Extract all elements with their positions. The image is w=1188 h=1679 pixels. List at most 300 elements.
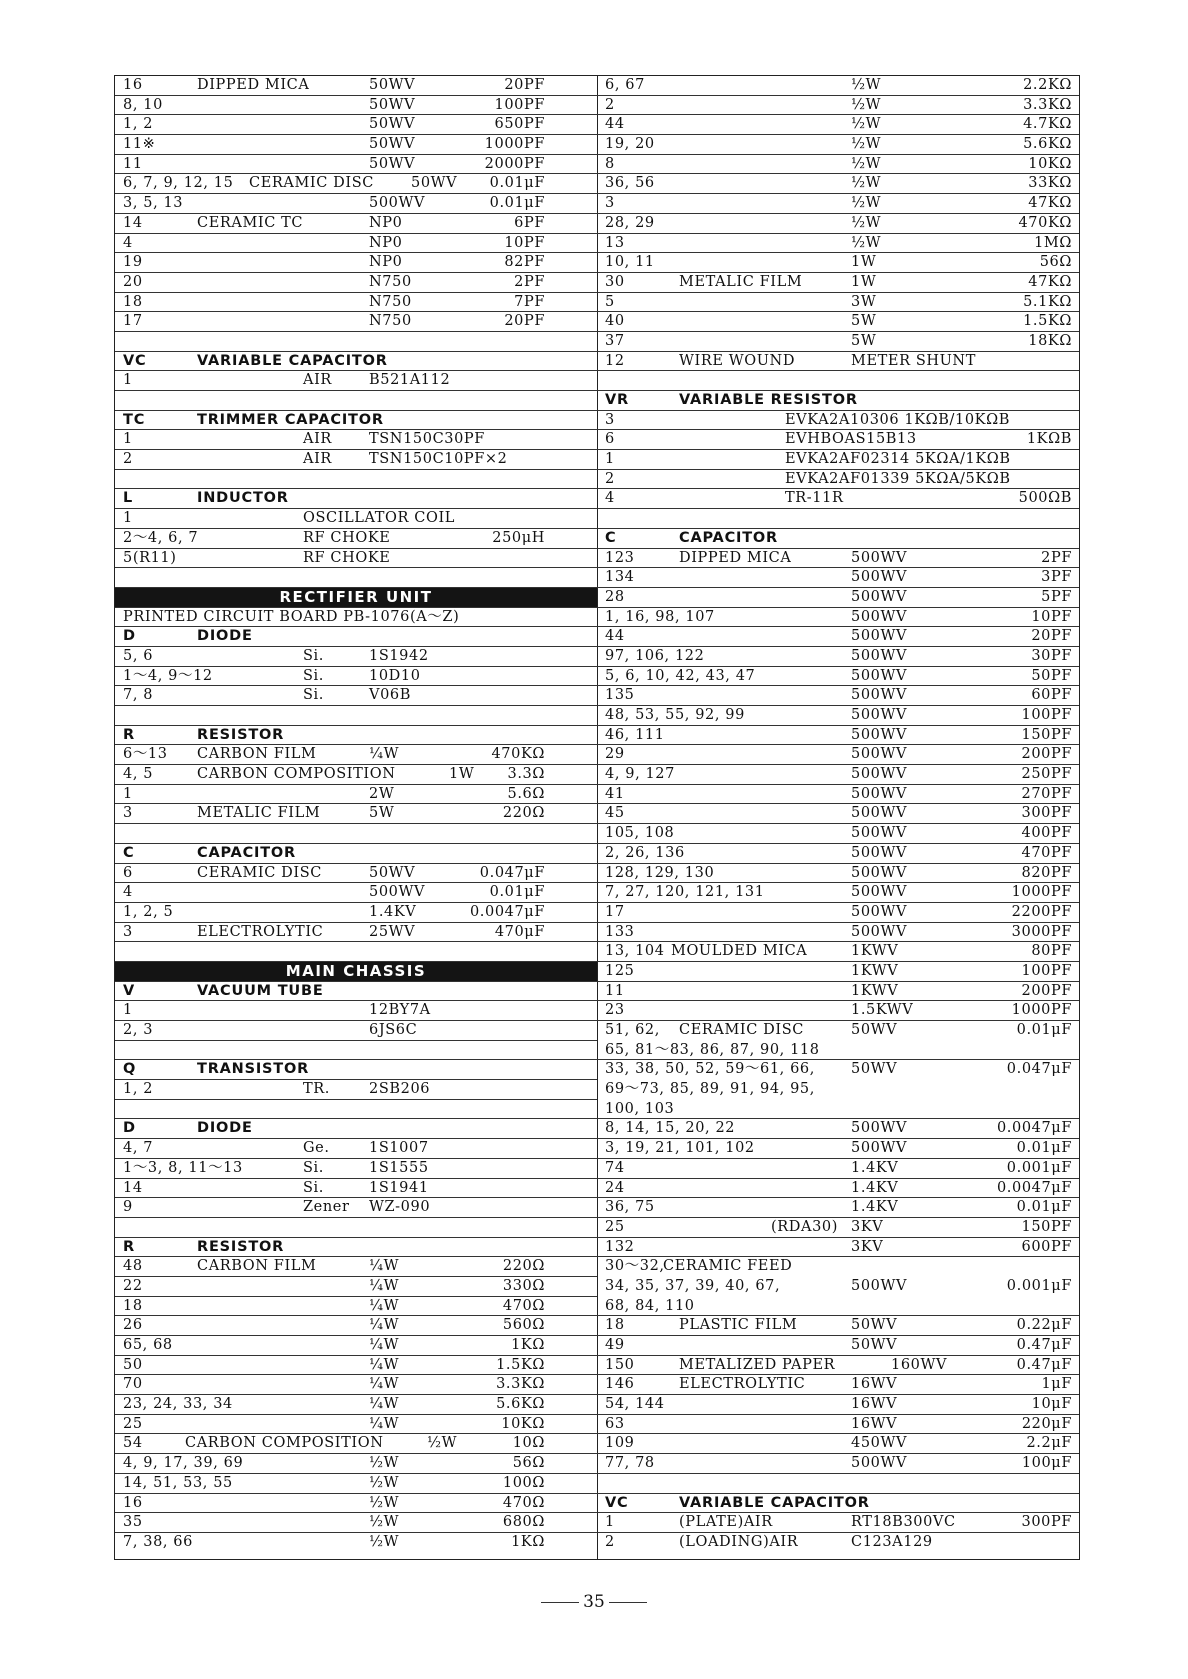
part-type: CARBON FILM	[197, 1258, 317, 1275]
part-rating: NP0	[369, 214, 403, 231]
part-rating: ½W	[851, 214, 882, 231]
part-rating: 3KV	[851, 1238, 884, 1255]
part-row	[115, 1533, 597, 1553]
part-row	[597, 1415, 1079, 1435]
part-value: 3000PF	[1011, 923, 1072, 940]
part-ref: 4	[123, 234, 133, 251]
part-rating: 500WV	[851, 884, 908, 901]
part-value: 0.01μF	[1016, 1022, 1072, 1038]
part-value: 47KΩ	[1028, 195, 1072, 212]
part-ref: 5	[605, 293, 615, 310]
part-ref: 1	[123, 372, 133, 389]
category-header-vacuum-tube	[115, 982, 597, 1002]
part-value: 10KΩ	[501, 1415, 545, 1432]
part-value: 270PF	[1021, 785, 1072, 802]
part-rating: 450WV	[851, 1435, 908, 1452]
part-ref: 1	[123, 431, 133, 448]
part-row	[115, 1454, 597, 1474]
part-ref: 34, 35, 37, 39, 40, 67,	[605, 1277, 781, 1294]
part-rating: 500WV	[851, 647, 908, 664]
parts-list-table	[114, 75, 1080, 1560]
part-row	[115, 1021, 597, 1041]
part-value: 200PF	[1021, 982, 1072, 999]
empty-row	[115, 332, 597, 352]
part-ref: 35	[123, 1514, 143, 1531]
part-value: 1.5KΩ	[1023, 313, 1072, 330]
part-row	[115, 1001, 597, 1021]
part-value: 150PF	[1021, 726, 1072, 743]
part-row	[597, 1139, 1079, 1159]
part-ref: 2～4, 6, 7	[123, 529, 199, 546]
part-detail: EVKA2AF01339 5KΩA/5KΩB	[785, 470, 1011, 487]
part-rating: 1.4KV	[851, 1199, 899, 1216]
part-detail: Zener	[303, 1199, 350, 1216]
part-rating: ¼W	[369, 1396, 400, 1413]
part-type: CERAMIC DISC	[197, 864, 322, 881]
part-rating: ¼W	[369, 1356, 400, 1373]
part-rating: 500WV	[851, 903, 908, 920]
part-value: 0.01μF	[1016, 1199, 1072, 1216]
part-type: (LOADING)AIR	[679, 1533, 799, 1550]
part-row	[597, 76, 1079, 96]
part-rating: 16WV	[851, 1396, 898, 1413]
part-rating: 500WV	[851, 588, 908, 605]
part-rating: 500WV	[851, 844, 908, 861]
part-row	[115, 96, 597, 116]
part-row	[597, 1375, 1079, 1395]
part-ref: 4	[123, 884, 133, 901]
part-value: 0.47μF	[1016, 1337, 1072, 1353]
part-ref: 2	[123, 451, 133, 468]
part-ref: 14	[123, 214, 143, 231]
part-ref: 69～73, 85, 89, 91, 94, 95,	[605, 1081, 815, 1098]
part-rating: ½W	[851, 175, 882, 192]
part-ref: 23, 24, 33, 34	[123, 1396, 233, 1413]
part-value: 400PF	[1021, 825, 1072, 842]
part-ref: 2	[605, 1533, 615, 1550]
part-row	[597, 1533, 1079, 1553]
part-value: 20PF	[1031, 628, 1072, 645]
part-type: ELECTROLYTIC	[197, 923, 324, 940]
part-type: DIPPED MICA	[679, 549, 792, 566]
part-row	[597, 942, 1079, 962]
part-value: 0.0047μF	[469, 903, 545, 920]
part-rating: 1KWV	[851, 982, 899, 999]
part-row	[597, 253, 1079, 273]
part-row	[115, 1513, 597, 1533]
part-rating: 500WV	[851, 687, 908, 704]
part-value: 220Ω	[502, 805, 545, 822]
part-row	[597, 174, 1079, 194]
part-ref: 33, 38, 50, 52, 59～61, 66,	[605, 1061, 815, 1078]
part-value: 0.001μF	[1006, 1277, 1072, 1294]
part-rating: 6JS6C	[369, 1022, 418, 1038]
part-ref: 11※	[123, 136, 156, 153]
part-value: 5PF	[1041, 588, 1072, 605]
part-ref: 4, 5	[123, 766, 154, 783]
part-rating: 500WV	[851, 1455, 908, 1472]
empty-row	[597, 509, 1079, 529]
part-row	[115, 174, 597, 194]
category-code: R	[123, 1238, 135, 1255]
part-value: 82PF	[504, 254, 545, 271]
category-header-diode	[115, 1119, 597, 1139]
part-ref: 26	[123, 1317, 143, 1334]
part-rating: 500WV	[851, 805, 908, 822]
part-ref: 5, 6	[123, 647, 154, 664]
part-ref: 6	[123, 864, 133, 881]
part-row	[597, 804, 1079, 824]
category-title: TRIMMER CAPACITOR	[197, 411, 384, 428]
category-code: TC	[123, 411, 146, 428]
part-ref: 11	[605, 982, 625, 999]
part-row	[115, 883, 597, 903]
right-column	[597, 76, 1079, 1559]
part-row	[597, 1218, 1079, 1238]
part-row	[597, 588, 1079, 608]
part-row	[115, 1474, 597, 1494]
part-rating: ½W	[851, 155, 882, 172]
page-number-text: 35	[583, 1592, 605, 1612]
category-header-resistor	[115, 1238, 597, 1258]
part-value: 600PF	[1021, 1238, 1072, 1255]
part-rating: 50WV	[369, 864, 416, 881]
part-value: 3.3KΩ	[496, 1376, 545, 1393]
part-rating: 25WV	[369, 923, 416, 940]
part-rating: 500WV	[851, 667, 908, 684]
part-ref: 1	[123, 1002, 133, 1019]
part-row	[115, 1179, 597, 1199]
part-ref: 6, 7, 9, 12, 15	[123, 175, 234, 192]
part-type: METALIZED PAPER	[679, 1356, 836, 1373]
part-row	[115, 903, 597, 923]
empty-row	[115, 1218, 597, 1238]
part-row	[115, 765, 597, 785]
part-value: 150PF	[1021, 1218, 1072, 1235]
category-title: VACUUM TUBE	[197, 982, 324, 999]
part-row	[597, 214, 1079, 234]
part-ref: 2, 26, 136	[605, 844, 685, 861]
category-code: L	[123, 490, 134, 507]
empty-row	[115, 1041, 597, 1061]
part-ref: 44	[605, 628, 625, 645]
part-ref: 54, 144	[605, 1396, 665, 1413]
part-row	[597, 115, 1079, 135]
part-ref: 3	[123, 923, 133, 940]
part-rating: 1.4KV	[369, 903, 417, 920]
part-detail: TR-11R	[785, 490, 844, 507]
part-type: ELECTROLYTIC	[679, 1376, 806, 1393]
part-value: 1KΩ	[511, 1337, 545, 1353]
section-banner-title: RECTIFIER UNIT	[279, 587, 433, 606]
part-value: 0.01μF	[489, 195, 545, 212]
part-row	[597, 293, 1079, 313]
category-header-variable-resistor	[597, 391, 1079, 411]
part-ref: 46, 111	[605, 726, 665, 743]
part-row	[115, 1139, 597, 1159]
part-ref: 23	[605, 1002, 625, 1019]
part-row	[115, 312, 597, 332]
part-rating: 50WV	[851, 1337, 898, 1353]
part-rating: 500WV	[851, 785, 908, 802]
part-ref: 68, 84, 110	[605, 1297, 695, 1314]
part-rating: B521A112	[369, 372, 451, 389]
part-row	[115, 509, 597, 529]
part-rating: 3W	[851, 293, 877, 310]
part-ref: 25	[123, 1415, 143, 1432]
part-ref: 3, 5, 13	[123, 195, 184, 212]
part-ref: 1	[123, 785, 133, 802]
category-header-capacitor	[115, 844, 597, 864]
category-code: D	[123, 1120, 136, 1137]
part-row	[115, 1415, 597, 1435]
part-rating: ¼W	[369, 1297, 400, 1314]
part-value: 100PF	[494, 96, 545, 113]
part-row	[597, 549, 1079, 569]
part-row	[597, 1356, 1079, 1376]
part-rating: 1S1007	[369, 1140, 429, 1157]
part-rating: ¼W	[369, 1277, 400, 1294]
part-rating: ½W	[369, 1455, 400, 1472]
part-row	[597, 903, 1079, 923]
part-ref: 22	[123, 1277, 143, 1294]
part-ref: 109	[605, 1435, 635, 1452]
part-ref: 74	[605, 1159, 625, 1176]
part-row	[597, 883, 1079, 903]
part-rating: 5W	[369, 805, 395, 822]
part-value: 0.0047μF	[996, 1120, 1072, 1137]
part-ref: 4, 7	[123, 1140, 154, 1157]
part-value: 3.3KΩ	[1023, 96, 1072, 113]
part-ref: 5(R11)	[123, 549, 177, 566]
part-rating: 10D10	[369, 667, 421, 684]
category-title: DIODE	[197, 1120, 253, 1137]
part-value: 1000PF	[1011, 884, 1072, 901]
part-ref: 37	[605, 332, 625, 349]
part-value: 6PF	[514, 214, 545, 231]
part-rating: 500WV	[851, 923, 908, 940]
part-value: 1.5KΩ	[496, 1356, 545, 1373]
part-ref: 3, 19, 21, 101, 102	[605, 1140, 755, 1157]
part-value: 650PF	[494, 116, 545, 133]
part-value: 220Ω	[502, 1258, 545, 1275]
part-row	[597, 824, 1079, 844]
part-row	[597, 1041, 1079, 1061]
part-type: CARBON COMPOSITION	[197, 766, 396, 783]
page-number	[0, 1592, 1188, 1612]
category-code: Q	[123, 1061, 137, 1078]
part-rating: 5W	[851, 313, 877, 330]
part-ref: 1	[605, 1514, 615, 1531]
part-value: 56Ω	[512, 1455, 545, 1472]
part-row	[597, 1159, 1079, 1179]
part-ref: 100, 103	[605, 1100, 675, 1117]
part-row	[115, 785, 597, 805]
part-row	[115, 273, 597, 293]
part-value: 10PF	[1031, 608, 1072, 625]
part-ref: 19, 20	[605, 136, 655, 153]
part-detail: Si.	[303, 1159, 324, 1176]
part-rating: 1.5KWV	[851, 1002, 914, 1019]
part-ref: 2	[605, 96, 615, 113]
part-row	[597, 1080, 1079, 1100]
empty-row	[115, 942, 597, 962]
part-row	[115, 1494, 597, 1514]
category-title: RESISTOR	[197, 1238, 285, 1255]
part-value: 33KΩ	[1028, 175, 1072, 192]
empty-row	[115, 568, 597, 588]
empty-row	[597, 371, 1079, 391]
part-rating: 500WV	[851, 1140, 908, 1157]
part-ref: 50	[123, 1356, 143, 1373]
part-row	[115, 864, 597, 884]
category-title: DIODE	[197, 628, 253, 645]
part-value: 10Ω	[512, 1435, 545, 1452]
part-detail: OSCILLATOR COIL	[303, 510, 456, 527]
part-row	[115, 115, 597, 135]
part-ref: 1, 2	[123, 116, 154, 133]
part-value: 5.6KΩ	[1023, 136, 1072, 153]
part-value: 820PF	[1021, 864, 1072, 881]
part-row	[597, 667, 1079, 687]
part-rating: TSN150C30PF	[369, 431, 485, 448]
part-row	[115, 804, 597, 824]
part-value: 470μF	[494, 923, 545, 940]
part-rating: METER SHUNT	[851, 352, 976, 369]
part-ref: 146	[605, 1376, 635, 1393]
part-value: 1000PF	[1011, 1002, 1072, 1019]
part-ref: 77, 78	[605, 1455, 655, 1472]
part-ref: 30	[605, 273, 625, 290]
part-ref: 24	[605, 1179, 625, 1196]
part-value: 2000PF	[484, 155, 545, 172]
part-ref: 51, 62,	[605, 1022, 660, 1038]
part-rating: N750	[369, 313, 412, 330]
part-rating: 500WV	[851, 549, 908, 566]
part-row	[597, 234, 1079, 254]
part-row	[597, 1198, 1079, 1218]
part-ref: 45	[605, 805, 625, 822]
category-header-variable-capacitor	[115, 352, 597, 372]
part-row	[597, 686, 1079, 706]
empty-row	[115, 470, 597, 490]
category-code: VR	[605, 392, 629, 408]
part-ref: 48	[123, 1258, 143, 1275]
part-row	[115, 430, 597, 450]
part-ref: 10, 11	[605, 254, 655, 271]
part-value: 100PF	[1021, 707, 1072, 723]
part-ref: 13	[605, 234, 625, 251]
part-ref: 7, 8	[123, 687, 154, 704]
part-ref: 28, 29	[605, 214, 655, 231]
part-value: 0.0047μF	[996, 1179, 1072, 1196]
part-row	[597, 135, 1079, 155]
part-ref: 11	[123, 155, 143, 172]
part-row	[597, 273, 1079, 293]
part-type: CERAMIC DISC	[249, 175, 374, 192]
part-ref: 150	[605, 1356, 635, 1373]
part-row	[597, 1395, 1079, 1415]
part-value: 560Ω	[502, 1317, 545, 1334]
part-rating: 500WV	[369, 884, 426, 901]
part-rating: ¼W	[369, 746, 400, 763]
part-detail: TR.	[303, 1081, 330, 1098]
part-row	[597, 844, 1079, 864]
section-banner-rectifier-unit	[115, 588, 597, 608]
part-value: 47KΩ	[1028, 273, 1072, 290]
part-value: 18KΩ	[1028, 332, 1072, 349]
part-type: CERAMIC TC	[197, 214, 304, 231]
part-rating: 1S1941	[369, 1179, 429, 1196]
part-detail: Si.	[303, 687, 324, 704]
part-value: 330Ω	[502, 1277, 545, 1294]
part-value: 200PF	[1021, 746, 1072, 763]
part-rating: 1W	[851, 273, 877, 290]
part-row	[597, 745, 1079, 765]
part-rating: 50WV	[369, 116, 416, 133]
part-type: PLASTIC FILM	[679, 1317, 798, 1334]
part-ref: 44	[605, 116, 625, 133]
empty-row	[115, 1100, 597, 1120]
part-ref: 1, 2	[123, 1081, 154, 1098]
part-rating: ½W	[851, 136, 882, 153]
part-row	[597, 923, 1079, 943]
part-ref: 18	[123, 1297, 143, 1314]
part-value: 0.01μF	[489, 175, 545, 192]
category-header-inductor	[115, 489, 597, 509]
part-rating: ¼W	[369, 1337, 400, 1353]
part-type: DIPPED MICA	[197, 77, 310, 93]
part-value: 0.01μF	[1016, 1140, 1072, 1157]
part-detail: EVKA2A10306 1KΩB/10KΩB	[785, 411, 1010, 428]
part-value: 470Ω	[502, 1297, 545, 1314]
part-rating: 1W	[851, 254, 877, 271]
part-row	[115, 135, 597, 155]
part-rating: 500WV	[851, 569, 908, 586]
part-row	[115, 194, 597, 214]
part-value: 2200PF	[1011, 903, 1072, 920]
section-banner-title: MAIN CHASSIS	[285, 961, 427, 980]
part-value: 500ΩB	[1018, 490, 1072, 507]
part-ref: PRINTED CIRCUIT BOARD PB-1076(A～Z)	[123, 608, 460, 625]
part-rating: ½W	[851, 116, 882, 133]
part-value: 300PF	[1021, 1514, 1072, 1531]
part-ref: 4, 9, 17, 39, 69	[123, 1455, 244, 1472]
part-row	[597, 962, 1079, 982]
part-ref: 7, 27, 120, 121, 131	[605, 884, 765, 901]
part-ref: 128, 129, 130	[605, 864, 715, 881]
left-column	[115, 76, 598, 1559]
part-ref: 36, 56	[605, 175, 655, 192]
part-rating: 50WV	[851, 1022, 898, 1038]
part-value: 0.047μF	[479, 864, 545, 881]
part-row	[115, 1434, 597, 1454]
part-rating: 16WV	[851, 1376, 898, 1393]
part-row	[115, 293, 597, 313]
part-value: 30PF	[1031, 647, 1072, 664]
part-row	[115, 76, 597, 96]
part-ref: 3	[123, 805, 133, 822]
part-rating: ¼W	[369, 1258, 400, 1275]
part-row	[115, 1080, 597, 1100]
part-row	[597, 1316, 1079, 1336]
part-rating: 12BY7A	[369, 1002, 431, 1019]
part-value: 100μF	[1021, 1455, 1072, 1472]
part-row	[115, 1277, 597, 1297]
part-ref: 4	[605, 490, 615, 507]
part-rating: ¼W	[369, 1415, 400, 1432]
part-value: 100Ω	[502, 1474, 545, 1491]
